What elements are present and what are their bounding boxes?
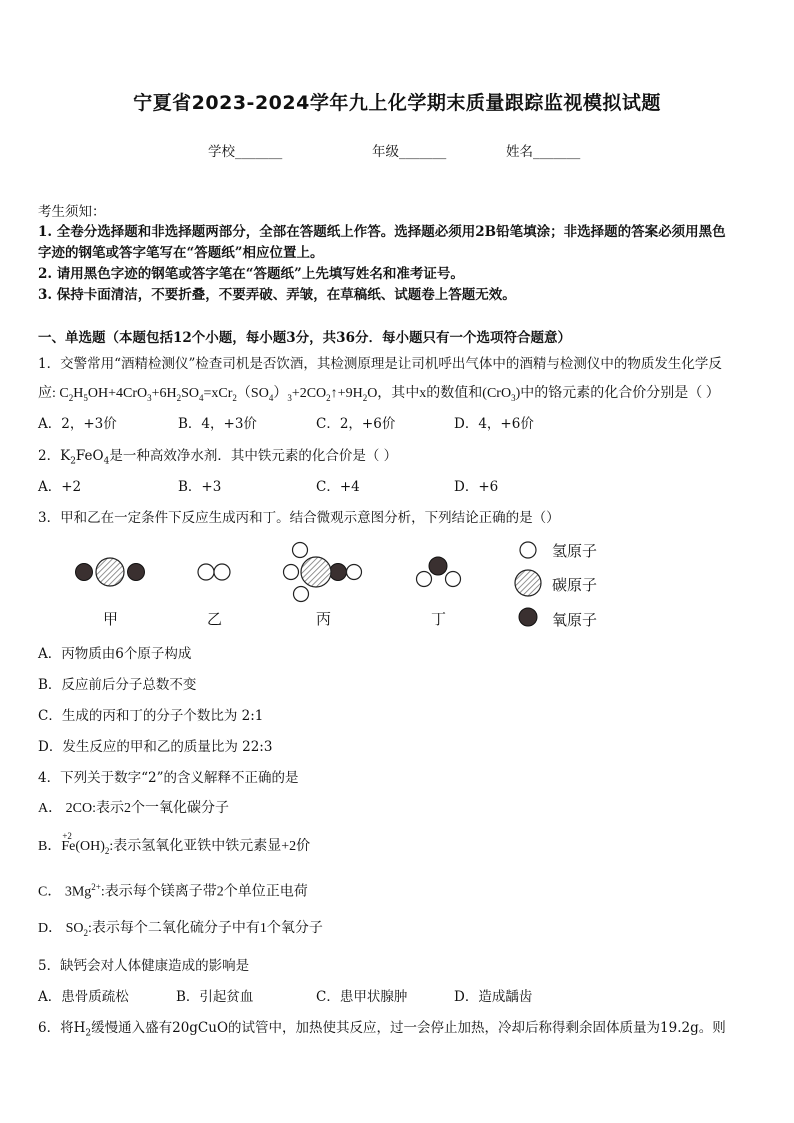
notice-item-1-cont: 字迹的钢笔或答字笔写在“答题纸”相应位置上。 xyxy=(38,245,324,261)
section-heading: 一、单选题（本题包括12个小题，每小题3分，共36分．每小题只有一个选项符合题意） xyxy=(38,330,571,346)
q4-stem: 4．下列关于数字“2”的含义解释不正确的是 xyxy=(38,770,299,786)
page-title: 宁夏省2023-2024学年九上化学期末质量跟踪监视模拟试题 xyxy=(133,92,661,114)
q2-option-b[interactable]: B．+3 xyxy=(178,479,222,495)
q1-option-d[interactable]: D．4，+6价 xyxy=(454,416,534,432)
q2-option-c[interactable]: C．+4 xyxy=(316,479,360,495)
notice-item-2: 2. 请用黑色字迹的钢笔或答字笔在“答题纸”上先填写姓名和准考证号。 xyxy=(38,266,464,282)
q3-option-c[interactable]: C．生成的丙和丁的分子个数比为 2:1 xyxy=(38,708,264,724)
legend-carbon-atom xyxy=(515,570,541,596)
molecule-yi xyxy=(198,564,230,580)
q6-stem: 6．将$H_2$缓慢通入盛有20gCuO的试管中，加热使其反应，过一会停止加热，冷却后称得剩余固体质量为19.2g。则 xyxy=(38,1020,726,1039)
q5-option-d[interactable]: D．造成龋齿 xyxy=(454,989,533,1005)
q1-stem-line2: 应: $C_2H_5OH+4CrO_3+6H_2SO_4=xCr_2(SO_4)_3+2CO_2↑+9H_2O$，其中x的数值和(CrO$_3$)中的铬元素的化合价分别是（ ） xyxy=(38,386,720,403)
label-ding: 丁 xyxy=(431,610,447,628)
label-jia: 甲 xyxy=(103,610,119,628)
q3-option-a[interactable]: A．丙物质由6个原子构成 xyxy=(38,646,192,662)
q1-option-a[interactable]: A．2，+3价 xyxy=(38,416,117,432)
legend-oxygen-atom xyxy=(519,608,537,626)
legend-label-oxygen: 氧原子 xyxy=(552,611,598,629)
legend xyxy=(515,542,541,626)
notice-item-3: 3. 保持卡面清洁，不要折叠，不要弄破、弄皱，在草稿纸、试题卷上答题无效。 xyxy=(38,287,516,303)
q3-option-b[interactable]: B．反应前后分子总数不变 xyxy=(38,677,197,693)
q3-stem: 3．甲和乙在一定条件下反应生成丙和丁。结合微观示意图分析，下列结论正确的是（） xyxy=(38,510,560,526)
notice-heading: 考生须知： xyxy=(38,204,106,220)
label-yi: 乙 xyxy=(207,610,223,628)
grade-field[interactable]: 年级_______ xyxy=(372,144,447,160)
notice-item-1: 1. 全卷分选择题和非选择题两部分，全部在答题纸上作答。选择题必须用2B铅笔填涂；非选择题的答案必须用黑色 xyxy=(38,224,726,240)
q2-option-d[interactable]: D．+6 xyxy=(454,479,499,495)
q5-stem: 5．缺钙会对人体健康造成的影响是 xyxy=(38,958,250,974)
legend-label-hydrogen: 氢原子 xyxy=(552,542,598,560)
molecule-ding xyxy=(417,557,461,587)
q1-option-b[interactable]: B．4，+3价 xyxy=(178,416,257,432)
q4-option-c[interactable]: C． $3Mg^{2+}$:表示每个镁离子带2个单位正电荷 xyxy=(38,882,308,900)
q4-option-b[interactable]: B． +2 $Fe(OH)_2$:表示氢氧化亚铁中铁元素显+2价 xyxy=(38,831,311,856)
legend-label-carbon: 碳原子 xyxy=(552,576,598,594)
q4-option-d[interactable]: D． $SO_2$:表示每个二氧化硫分子中有1个氧分子 xyxy=(38,921,323,938)
q3-option-d[interactable]: D．发生反应的甲和乙的质量比为 22:3 xyxy=(38,739,273,755)
reaction-diagram xyxy=(0,535,794,635)
q2-stem: 2．$K_2FeO_4$是一种高效净水剂．其中铁元素的化合价是（ ） xyxy=(38,448,398,467)
school-field[interactable]: 学校_______ xyxy=(208,144,283,160)
q5-option-b[interactable]: B．引起贫血 xyxy=(176,989,254,1005)
q2-option-a[interactable]: A．+2 xyxy=(38,479,82,495)
q5-option-a[interactable]: A．患骨质疏松 xyxy=(38,989,129,1005)
legend-hydrogen-atom xyxy=(520,542,536,558)
q1-stem-line1: 1．交警常用“酒精检测仪”检查司机是否饮酒，其检测原理是让司机呼出气体中的酒精与检测仪中的物质发生化学反 xyxy=(38,356,722,372)
molecule-jia xyxy=(76,558,145,586)
label-bing: 丙 xyxy=(316,610,332,628)
q1-option-c[interactable]: C．2，+6价 xyxy=(316,416,396,432)
q4-option-a[interactable]: A． 2CO:表示2个一氧化碳分子 xyxy=(38,801,229,816)
q5-option-c[interactable]: C．患甲状腺肿 xyxy=(316,989,408,1005)
molecule-bing xyxy=(284,543,362,602)
name-field[interactable]: 姓名_______ xyxy=(506,144,581,160)
